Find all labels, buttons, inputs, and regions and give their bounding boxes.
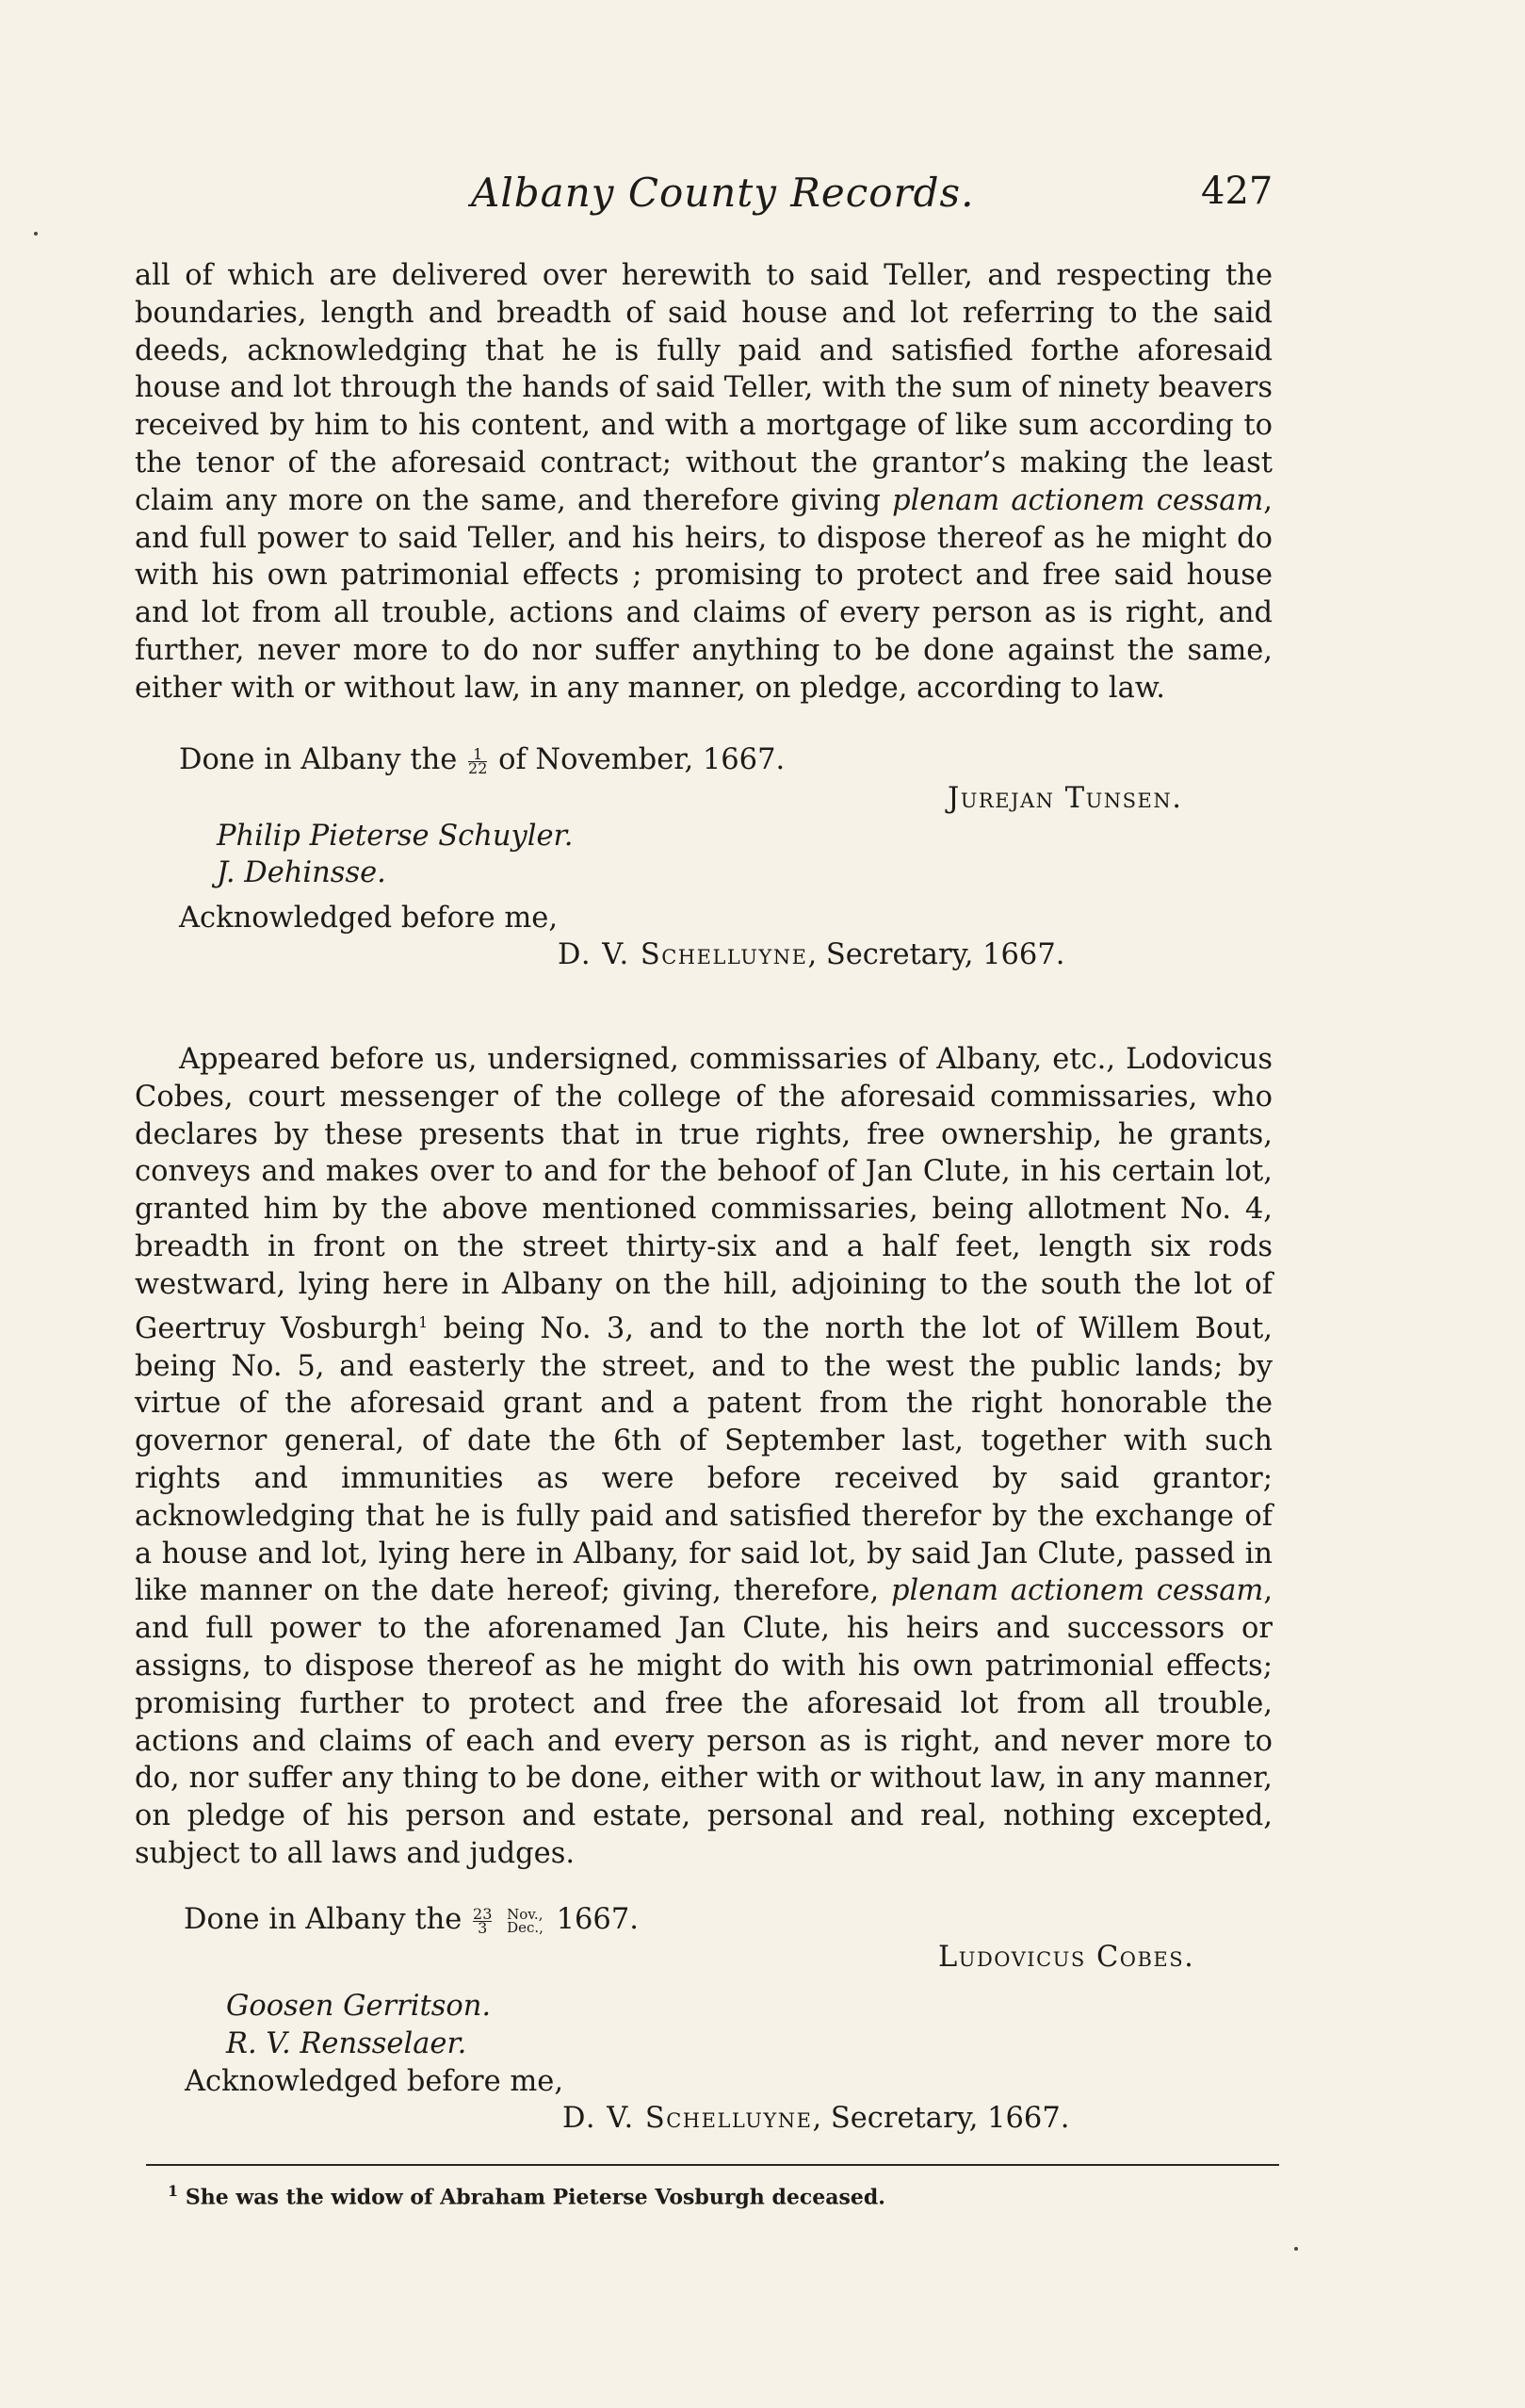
deed1-text-b: , and full power to said Teller, and his heirs, to dispose thereof as he might do with his own patrimonial effects ; promising to protect and free said house and lot from all trouble, actions and claims of every person as is right, and further, never more to do nor suffer anything to be done against the same, either with or without law, in any manner, on pledge, according to law. <box>135 483 1273 705</box>
deed1-done-line <box>179 741 785 779</box>
deed1-signer: Jurejan Tunsen. <box>948 782 1183 815</box>
footnote-text: She was the widow of Abraham Pieterse Vosburgh deceased. <box>185 2185 885 2210</box>
deed2-date-fraction <box>473 1904 493 1937</box>
deed1-secretary-line <box>558 936 1064 974</box>
deed2-text-a: Appeared before us, undersigned, commissaries of Albany, etc., Lodovicus Cobes, court messenger of the college of the aforesaid commissaries, who declares by these presents that in true rights, free ownership, he grants, conveys and makes over to and for the behoof of Jan Clute, in his certain lot, granted him by the above mentioned commissaries, being allotment No. 4, breadth in front on the street thirty-six and a half feet, length six rods westward, lying here in Albany on the hill, adjoining to the south the lot of Geertruy Vosburgh <box>135 1043 1273 1345</box>
deed2-body <box>135 1041 1273 1873</box>
deed1-witness-2: J. Dehinsse. <box>217 856 386 889</box>
deed2-secretary-title: , Secretary, 1667. <box>812 2102 1070 2135</box>
deed2-done-suffix: 1667. <box>556 1903 639 1936</box>
deed2-done-line <box>184 1901 639 1939</box>
deed2-secretary-name: D. V. Schelluyne <box>562 2102 813 2135</box>
deed1-secretary-name: D. V. Schelluyne <box>558 938 808 971</box>
deed2-secretary-line <box>562 2100 1069 2138</box>
page-number: 427 <box>1201 170 1274 213</box>
deed1-secretary-title: , Secretary, 1667. <box>807 938 1065 971</box>
deed1-latin-phrase: plenam actionem cessam <box>892 483 1264 517</box>
deed2-acknowledged: Acknowledged before me, <box>185 2065 564 2098</box>
deed1-text-a: all of which are delivered over herewith to said Teller, and respecting the boundaries, length and breadth of said house and lot referring to the said deeds, acknowledging that he is fully paid and satisfied forthe aforesaid house and lot through the hands of said Teller, with the sum of ninety beavers received by him to his content, and with a mortgage of like sum according to the tenor of the aforesaid contract; without the grantor’s making the least claim any more on the same, and therefore giving <box>135 259 1273 517</box>
deed1-done-suffix: of November, 1667. <box>498 743 786 776</box>
deed1-done-prefix: Done in Albany the <box>179 743 458 776</box>
deed2-text-b: being No. 3, and to the north the lot of Willem Bout, being No. 5, and easterly the street, and to the west the public lands; by virtue of the aforesaid grant and a patent from the right honorable the governor general, of date the 6th of September last, together with such rights and immunities as were before received by said grantor; acknowledging that he is fully paid and satisfied therefor by the exchange of a house and lot, lying here in Albany, for said lot, by said Jan Clute, passed in like manner on the date hereof; giving, therefore, <box>135 1311 1273 1608</box>
month-top: Nov., <box>507 1906 543 1923</box>
month-bottom: Dec., <box>507 1919 543 1936</box>
fraction-numerator: 23 <box>473 1904 493 1923</box>
footnote-reference: 1 <box>418 1312 429 1331</box>
fraction-denominator: 3 <box>473 1921 492 1935</box>
footnote-divider <box>146 2164 1279 2166</box>
deed1-body <box>135 257 1273 708</box>
running-header-title: Albany County Records. <box>471 170 975 216</box>
deed1-date-fraction <box>468 744 488 777</box>
deed2-witness-2: R. V. Rensselaer. <box>226 2027 467 2060</box>
fraction-denominator: 22 <box>468 758 488 777</box>
deed1-witness-1: Philip Pieterse Schuyler. <box>217 820 574 853</box>
footnote <box>168 2182 885 2209</box>
print-speck <box>1294 2247 1298 2251</box>
deed2-latin-phrase: plenam actionem cessam <box>890 1574 1264 1608</box>
deed2-witness-1: Goosen Gerritson. <box>226 1990 492 2023</box>
footnote-marker: 1 <box>168 2182 179 2200</box>
fraction-numerator: 1 <box>473 744 483 763</box>
print-speck <box>34 232 38 236</box>
deed2-month-stack <box>507 1908 543 1934</box>
deed1-paragraph <box>135 257 1273 708</box>
deed2-signer: Ludovicus Cobes. <box>938 1941 1195 1974</box>
deed1-acknowledged: Acknowledged before me, <box>179 902 559 935</box>
deed2-paragraph <box>135 1041 1273 1873</box>
deed2-done-prefix: Done in Albany the <box>184 1903 462 1936</box>
deed2-text-c: , and full power to the aforenamed Jan Clute, his heirs and successors or assigns, to dispose thereof as he might do with his own patrimonial effects; promising further to protect and free the aforesaid lot from all trouble, actions and claims of each and every person as is right, and never more to do, nor suffer any thing to be done, either with or without law, in any manner, on pledge of his person and estate, personal and real, nothing excepted, subject to all laws and judges. <box>135 1574 1274 1870</box>
